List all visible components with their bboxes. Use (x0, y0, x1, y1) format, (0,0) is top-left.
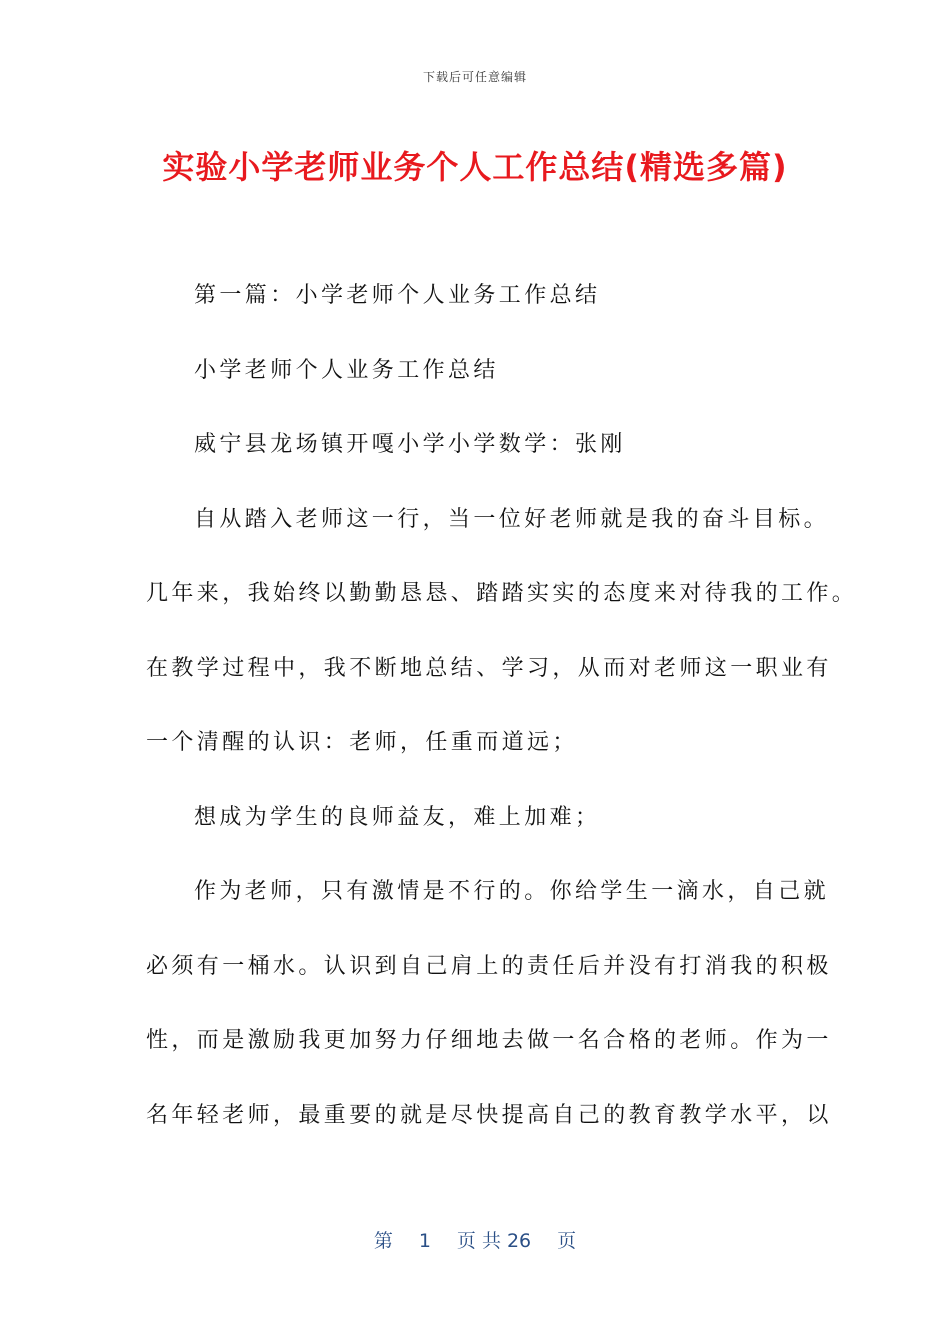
document-body (146, 273, 858, 1167)
body-line: 想成为学生的良师益友，难上加难； (194, 804, 601, 830)
header-note: 下载后可任意编辑 (422, 70, 527, 84)
body-line: 小学老师个人业务工作总结 (194, 357, 499, 383)
body-line: 必须有一桶水。认识到自己肩上的责任后并没有打消我的积极 (146, 953, 832, 979)
footer-middle: 页 共 (456, 1230, 501, 1252)
body-line: 性，而是激励我更加努力仔细地去做一名合格的老师。作为一 (146, 1028, 832, 1053)
body-line: 名年轻老师，最重要的就是尽快提高自己的教育教学水平，以 (146, 1102, 832, 1128)
body-line: 作为老师，只有激情是不行的。你给学生一滴水，自己就 (194, 879, 830, 904)
body-line: 一个清醒的认识：老师，任重而道远； (146, 730, 578, 755)
page-footer (0, 1226, 950, 1253)
body-line: 在教学过程中，我不断地总结、学习，从而对老师这一职业有 (146, 655, 832, 681)
document-title: 实验小学老师业务个人工作总结(精选多篇) (162, 148, 788, 186)
body-line: 自从踏入老师这一行，当一位好老师就是我的奋斗目标。 (194, 506, 830, 532)
footer-page-number: 1 (418, 1230, 431, 1252)
body-line: 第一篇：小学老师个人业务工作总结 (194, 283, 601, 308)
body-line: 威宁县龙场镇开嘎小学小学数学：张刚 (194, 432, 626, 457)
body-line: 几年来，我始终以勤勤恳恳、踏踏实实的态度来对待我的工作。 (146, 581, 858, 606)
footer-total-pages: 26 (506, 1230, 532, 1252)
footer-suffix: 页 (557, 1230, 577, 1252)
footer-prefix: 第 (373, 1230, 393, 1252)
